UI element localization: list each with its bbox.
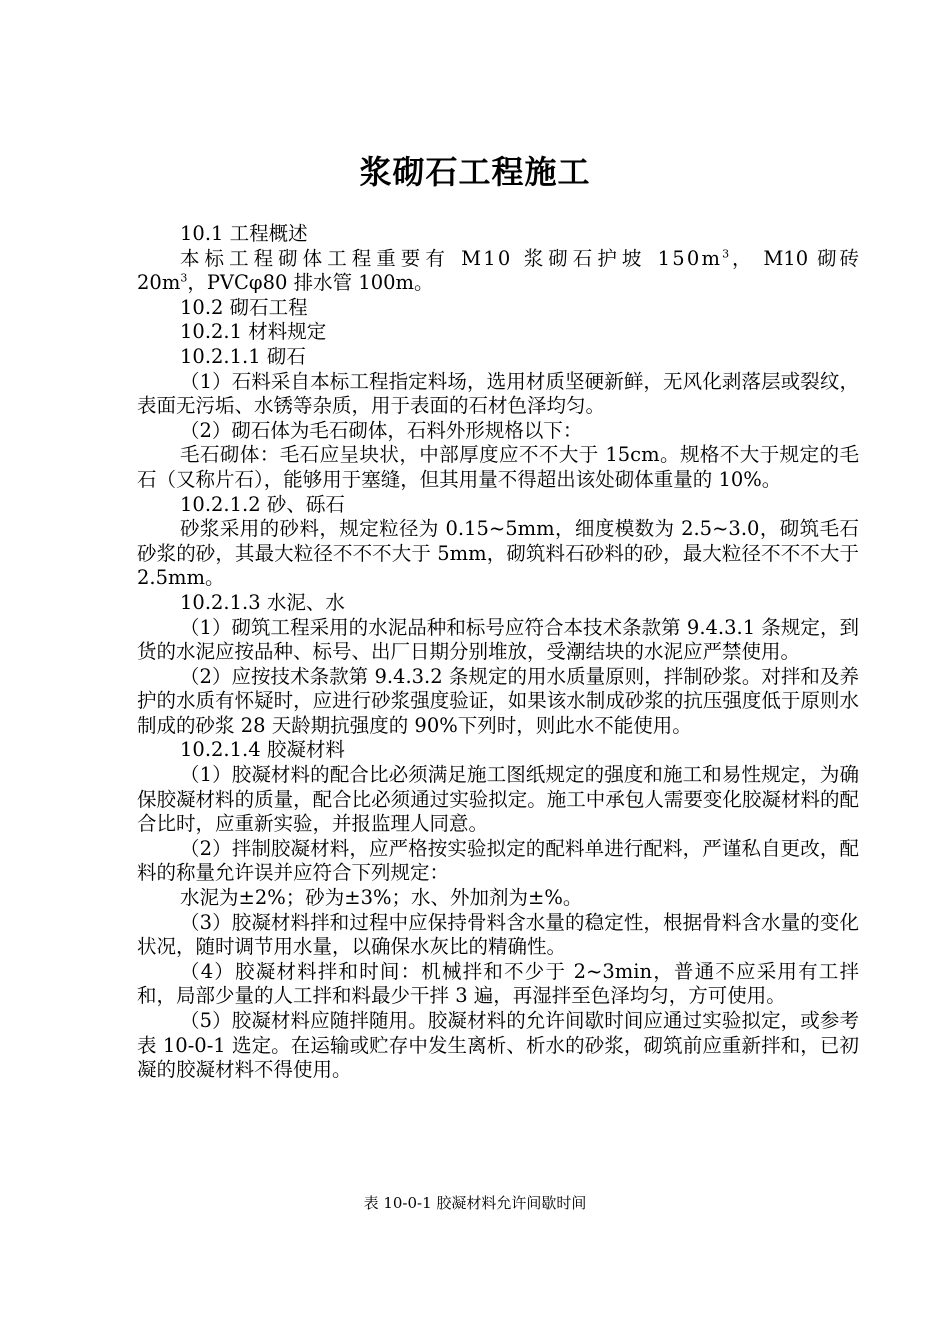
paragraph-cement-1: （1）砌筑工程采用的水泥品种和标号应符合本技术条款第 9.4.3.1 条规定，到货的水泥应按品种、标号、出厂日期分别堆放，受潮结块的水泥应严禁使用。 bbox=[137, 615, 859, 664]
superscript-cubic-2: 3 bbox=[180, 271, 188, 285]
section-heading-10-1: 10.1 工程概述 bbox=[180, 222, 308, 245]
paragraph-tolerance: 水泥为±2%；砂为±3%；水、外加剂为±%。 bbox=[180, 886, 583, 910]
section-heading-10-2: 10.2 砌石工程 bbox=[180, 295, 308, 319]
section-heading-10-2-1: 10.2.1 材料规定 bbox=[180, 320, 327, 344]
section-heading-10-2-1-3: 10.2.1.3 水泥、水 bbox=[180, 590, 345, 614]
paragraph-stone-1: （1）石料采自本标工程指定料场，选用材质坚硬新鲜，无风化剥落层或裂纹，表面无污垢、水锈等杂质，用于表面的石材色泽均匀。 bbox=[137, 369, 859, 418]
section-heading-10-2-1-2: 10.2.1.2 砂、砾石 bbox=[180, 492, 345, 516]
section-heading-10-2-1-1: 10.2.1.1 砌石 bbox=[180, 344, 306, 368]
document-title: 浆砌石工程施工 bbox=[359, 153, 591, 191]
overview-text-1: 本标工程砌体工程重要有 M10 浆砌石护坡 150m bbox=[180, 246, 723, 270]
paragraph-binder-5: （5）胶凝材料应随拌随用。胶凝材料的允许间歇时间应通过实验拟定，或参考表 10-0-1 选定。在运输或贮存中发生离析、析水的砂浆，砌筑前应重新拌和，已初凝的胶凝材料不得使用。 bbox=[137, 1009, 859, 1082]
paragraph-binder-2: （2）拌制胶凝材料，应严格按实验拟定的配料单进行配料，严谨私自更改，配料的称量允许误并应符合下列规定： bbox=[137, 836, 859, 885]
paragraph-cement-2: （2）应按技术条款第 9.4.3.2 条规定的用水质量原则，拌制砂浆。对拌和及养护的水质有怀疑时，应进行砂浆强度验证，如果该水制成砂浆的抗压强度低于原则水制成的砂浆 28 天龄期抗强度的 90%下列时，则此水不能使用。 bbox=[137, 664, 859, 737]
section-heading-10-2-1-4: 10.2.1.4 胶凝材料 bbox=[180, 738, 345, 762]
paragraph-binder-1: （1）胶凝材料的配合比必须满足施工图纸规定的强度和施工和易性规定，为确保胶凝材料的质量，配合比必须通过实验拟定。施工中承包人需要变化胶凝材料的配合比时，应重新实验，并报监理人同意。 bbox=[137, 763, 859, 836]
paragraph-sand: 砂浆采用的砂料，规定粒径为 0.15~5mm，细度模数为 2.5~3.0，砌筑毛石砂浆的砂，其最大粒径不不不大于 5mm，砌筑料石砂料的砂，最大粒径不不不大于 2.5mm。 bbox=[137, 517, 859, 590]
paragraph-binder-3: （3）胶凝材料拌和过程中应保持骨料含水量的稳定性，根据骨料含水量的变化状况，随时调节用水量，以确保水灰比的精确性。 bbox=[137, 910, 859, 959]
table-caption: 表 10-0-1 胶凝材料允许间歇时间 bbox=[363, 1194, 587, 1212]
overview-text-2: ， M10 砌砖 20m bbox=[137, 246, 859, 295]
paragraph-overview bbox=[137, 247, 859, 296]
overview-text-3: ，PVCφ80 排水管 100m。 bbox=[187, 271, 434, 295]
paragraph-binder-4: （4）胶凝材料拌和时间：机械拌和不少于 2~3min，普通不应采用有工拌和，局部少量的人工拌和料最少干拌 3 遍，再湿拌至色泽均匀，方可使用。 bbox=[137, 959, 859, 1008]
paragraph-stone-2: （2）砌石体为毛石砌体，石料外形规格以下： bbox=[180, 418, 583, 442]
superscript-cubic: 3 bbox=[722, 247, 730, 261]
paragraph-rubble: 毛石砌体：毛石应呈块状，中部厚度应不不大于 15cm。规格不大于规定的毛石（又称片石），能够用于塞缝，但其用量不得超出该处砌体重量的 10%。 bbox=[137, 443, 859, 491]
document-body bbox=[137, 222, 859, 1083]
